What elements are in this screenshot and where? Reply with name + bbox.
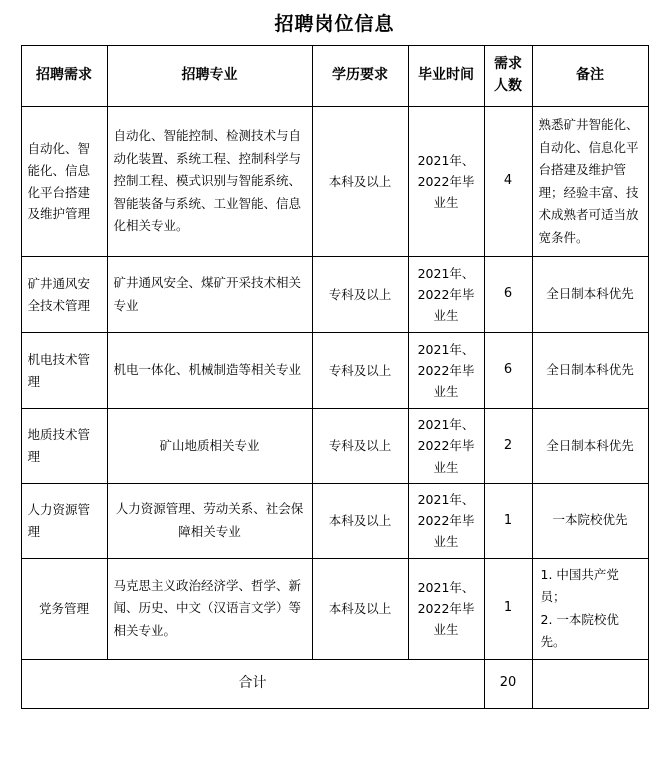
cell-count: 4 xyxy=(484,107,532,257)
table-row xyxy=(21,558,648,659)
cell-education: 本科及以上 xyxy=(312,107,408,257)
column-header-need: 招聘需求 xyxy=(21,46,107,107)
cell-education: 本科及以上 xyxy=(312,483,408,558)
column-header-remark: 备注 xyxy=(532,46,648,107)
column-header-count: 需求人数 xyxy=(484,46,532,107)
cell-major: 人力资源管理、劳动关系、社会保障相关专业 xyxy=(107,483,312,558)
column-header-education: 学历要求 xyxy=(312,46,408,107)
cell-major: 矿井通风安全、煤矿开采技术相关专业 xyxy=(107,257,312,333)
cell-education: 专科及以上 xyxy=(312,333,408,409)
cell-major: 马克思主义政治经济学、哲学、新闻、历史、中文（汉语言文学）等相关专业。 xyxy=(107,558,312,659)
cell-remark: 全日制本科优先 xyxy=(532,257,648,333)
cell-remark: 熟悉矿井智能化、自动化、信息化平台搭建及维护管理；经验丰富、技术成熟者可适当放宽条件。 xyxy=(532,107,648,257)
remark-line: 2. 一本院校优先。 xyxy=(540,611,619,649)
recruitment-table xyxy=(21,45,649,709)
cell-need: 机电技术管理 xyxy=(21,333,107,409)
remark-line: 1. 中国共产党员； xyxy=(540,566,619,604)
column-header-graduation: 毕业时间 xyxy=(408,46,484,107)
table-row xyxy=(21,483,648,558)
total-remark-empty xyxy=(532,659,648,708)
page-title: 招聘岗位信息 xyxy=(274,13,395,35)
cell-need: 地质技术管理 xyxy=(21,409,107,484)
table-row xyxy=(21,333,648,409)
column-header-major: 招聘专业 xyxy=(107,46,312,107)
cell-count: 1 xyxy=(484,483,532,558)
cell-count: 6 xyxy=(484,257,532,333)
cell-major: 矿山地质相关专业 xyxy=(107,409,312,484)
total-label: 合计 xyxy=(21,659,484,708)
table-row xyxy=(21,409,648,484)
cell-need: 人力资源管理 xyxy=(21,483,107,558)
cell-need: 党务管理 xyxy=(21,558,107,659)
cell-need: 矿井通风安全技术管理 xyxy=(21,257,107,333)
cell-graduation: 2021年、2022年毕业生 xyxy=(408,483,484,558)
cell-graduation: 2021年、2022年毕业生 xyxy=(408,257,484,333)
cell-graduation: 2021年、2022年毕业生 xyxy=(408,107,484,257)
cell-graduation: 2021年、2022年毕业生 xyxy=(408,409,484,484)
cell-count: 1 xyxy=(484,558,532,659)
total-value: 20 xyxy=(484,659,532,708)
cell-education: 本科及以上 xyxy=(312,558,408,659)
table-total-row xyxy=(21,659,648,708)
cell-count: 2 xyxy=(484,409,532,484)
table-row xyxy=(21,107,648,257)
cell-remark: 全日制本科优先 xyxy=(532,333,648,409)
cell-education: 专科及以上 xyxy=(312,257,408,333)
table-header-row xyxy=(21,46,648,107)
table-row xyxy=(21,257,648,333)
cell-count: 6 xyxy=(484,333,532,409)
cell-remark: 全日制本科优先 xyxy=(532,409,648,484)
cell-remark: 一本院校优先 xyxy=(532,483,648,558)
cell-remark xyxy=(532,558,648,659)
cell-major: 自动化、智能控制、检测技术与自动化装置、系统工程、控制科学与控制工程、模式识别与智能系统、智能装备与系统、工业智能、信息化相关专业。 xyxy=(107,107,312,257)
cell-graduation: 2021年、2022年毕业生 xyxy=(408,558,484,659)
cell-education: 专科及以上 xyxy=(312,409,408,484)
cell-major: 机电一体化、机械制造等相关专业 xyxy=(107,333,312,409)
cell-graduation: 2021年、2022年毕业生 xyxy=(408,333,484,409)
cell-need: 自动化、智能化、信息化平台搭建及维护管理 xyxy=(21,107,107,257)
